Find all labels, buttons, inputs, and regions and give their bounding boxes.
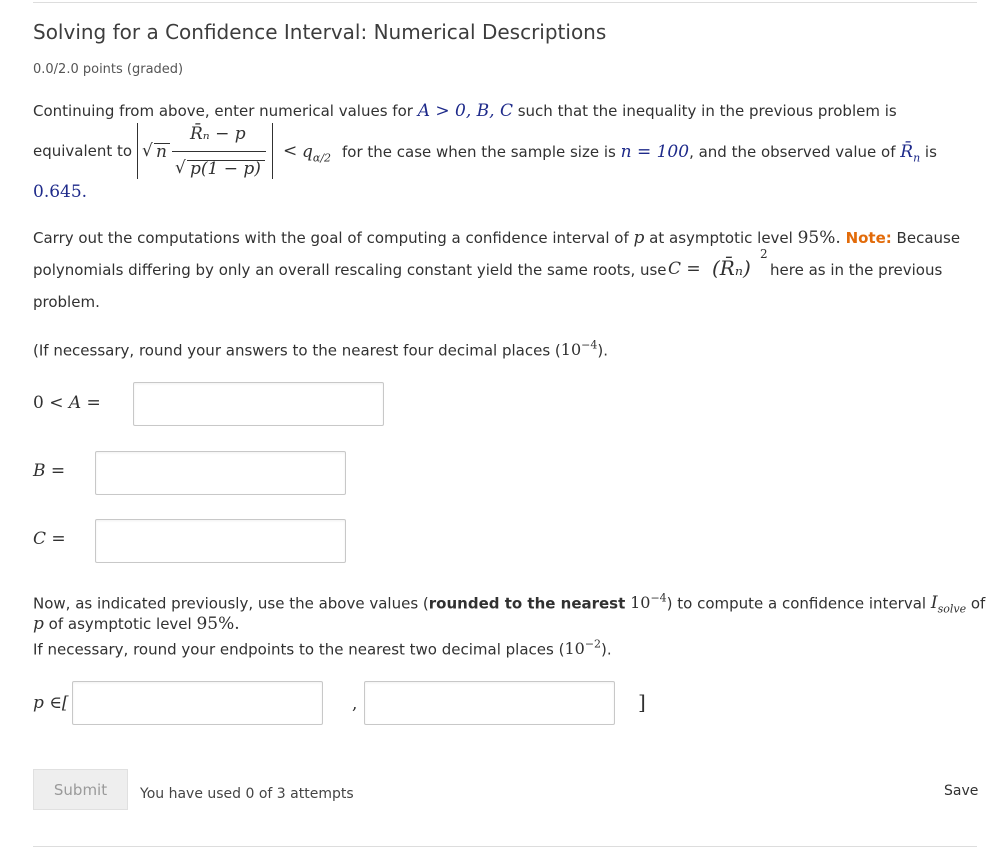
fraction-bar: [172, 151, 266, 152]
abs-bar-left: [137, 123, 138, 179]
b-label: B =: [33, 461, 66, 481]
abs-bar-right: [272, 123, 273, 179]
points-status: 0.0/2.0 points (graded): [33, 62, 184, 77]
para4-line3: If necessary, round your endpoints to the nearest two decimal places $(10^{-2})$.: [33, 638, 612, 659]
para2-line2-end: here as in the previous: [770, 261, 943, 279]
fraction-denominator: p(1 − p): [190, 159, 261, 179]
sqrt-symbol: √: [142, 141, 153, 161]
c-equals: C =: [668, 259, 701, 279]
bottom-divider: [33, 846, 977, 847]
para1-line2-rest: for the case when the sample size is n = 100, and the observed value of $R̄_n$ is: [342, 142, 937, 165]
fraction-numerator: R̄ₙ − p: [190, 124, 246, 144]
submit-button[interactable]: Submit: [33, 769, 128, 810]
sqrt-symbol-den: √: [175, 158, 186, 178]
c-exponent: 2: [760, 247, 768, 261]
para4-line2: p of asymptotic level 95%.: [33, 614, 240, 634]
top-divider: [33, 2, 977, 3]
problem-title: Solving for a Confidence Interval: Numerical Descriptions: [33, 20, 607, 44]
p-interval-label: p ∈[: [33, 693, 69, 713]
para2-line2: polynomials differing by only an overall rescaling constant yield the same roots, use: [33, 261, 667, 279]
lower-bound-input[interactable]: [72, 681, 323, 725]
save-button[interactable]: Save: [944, 783, 979, 799]
rounding-instruction: (If necessary, round your answers to the nearest four decimal places $(10^{-4})$.: [33, 339, 608, 360]
equivalent-to-text: equivalent to: [33, 142, 133, 160]
a-input[interactable]: [133, 382, 384, 426]
interval-close-bracket: ]: [638, 690, 646, 714]
observed-value: 0.645.: [33, 182, 88, 202]
c-value: (R̄ₙ): [712, 256, 751, 280]
para2-line1: Carry out the computations with the goal of computing a confidence interval of p at asymptotic level 95%. Note: Because: [33, 228, 961, 248]
interval-comma: ,: [352, 694, 358, 714]
q-symbol: $q_{\alpha/2}$: [302, 142, 332, 165]
less-than: <: [283, 141, 298, 161]
attempts-status: You have used 0 of 3 attempts: [140, 786, 354, 802]
c-input[interactable]: [95, 519, 346, 563]
a-label: 0 < A =: [33, 393, 101, 413]
para2-line3: problem.: [33, 293, 100, 311]
sqrt-n: n: [156, 142, 167, 162]
b-input[interactable]: [95, 451, 346, 495]
upper-bound-input[interactable]: [364, 681, 615, 725]
para1-line1: Continuing from above, enter numerical values for A > 0, B, C such that the inequality in the previous problem is: [33, 101, 897, 121]
c-label: C =: [33, 529, 66, 549]
para4-line1: Now, as indicated previously, use the above values (rounded to the nearest $10^{-4}$) to compute a confidence interval $I_{solve}$ of: [33, 592, 986, 616]
note-label: Note:: [845, 229, 892, 247]
